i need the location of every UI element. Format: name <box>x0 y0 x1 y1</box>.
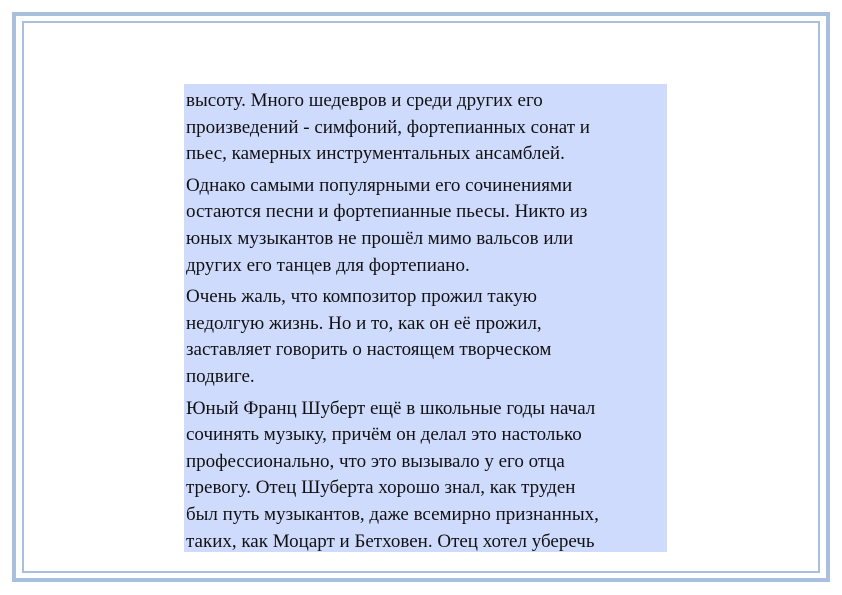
paragraph-3 <box>186 284 665 390</box>
text-line: остаются песни и фортепианные пьесы. Никто из <box>186 201 588 223</box>
paragraph-1 <box>186 88 665 168</box>
text-line: был путь музыкантов, даже всемирно признанных, <box>186 503 599 525</box>
text-line: подвиге. <box>186 365 255 387</box>
text-line: недолгую жизнь. Но и то, как он её прожил, <box>186 312 542 334</box>
text-line: заставляет говорить о настоящем творческом <box>186 339 552 361</box>
paragraph-2 <box>186 173 665 279</box>
text-line: Однако самыми популярными его сочинениями <box>186 174 573 196</box>
text-line: юных музыкантов не прошёл мимо вальсов или <box>186 227 574 249</box>
paragraph-4 <box>186 396 665 552</box>
text-line: таких, как Моцарт и Бетховен. Отец хотел уберечь <box>186 530 595 552</box>
text-line: Очень жаль, что композитор прожил такую <box>186 286 537 308</box>
text-line: других его танцев для фортепиано. <box>186 254 470 276</box>
text-line: профессионально, что это вызывало у его отца <box>186 450 565 472</box>
text-line: тревогу. Отец Шуберта хорошо знал, как труден <box>186 477 576 499</box>
text-line: высоту. Много шедевров и среди других его <box>186 90 543 111</box>
text-line: пьес, камерных инструментальных ансамблей. <box>186 143 565 165</box>
text-line: произведений - симфоний, фортепианных сонат и <box>186 116 590 138</box>
highlighted-text-block <box>184 84 667 552</box>
text-line: сочинять музыку, причём он делал это настолько <box>186 424 582 446</box>
text-line: Юный Франц Шуберт ещё в школьные годы начал <box>186 397 596 419</box>
